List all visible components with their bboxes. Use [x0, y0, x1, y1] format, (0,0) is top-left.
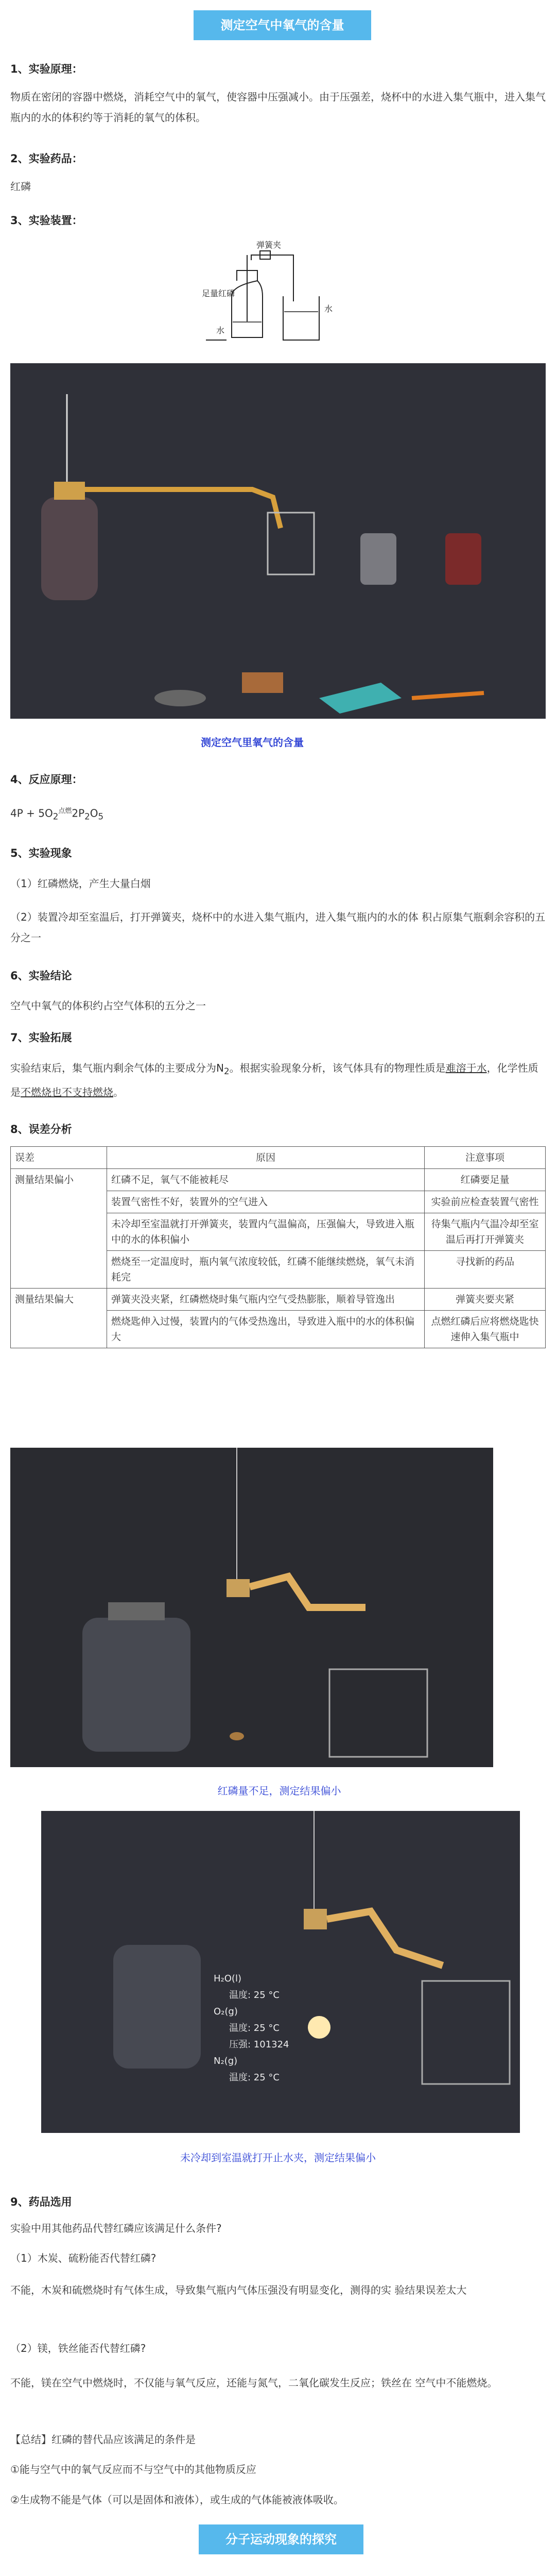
badge-text-2: 分子运动现象的探究 [225, 2532, 337, 2547]
readout-h2o: H₂O(l) [214, 1973, 241, 1984]
answer-1: 不能，木炭和硫燃烧时有气体生成，导致集气瓶内气体压强没有明显变化，测得的实 验结果误差太大 [10, 2284, 467, 2296]
readout-temp-2: 温度: 25 °C [229, 2023, 280, 2033]
table-cell: 寻找新的药品 [425, 1251, 546, 1289]
heading-extension: 7、实验拓展 [10, 1031, 72, 1044]
table-cell: 红磷要足量 [425, 1169, 546, 1191]
label-clamp: 弹簧夹 [256, 240, 282, 250]
eq-sub1: 2 [53, 811, 59, 822]
heading-apparatus: 3、实验装置： [10, 214, 83, 227]
label-water-beaker: 水 [324, 304, 333, 314]
ext-c: ，化学性质是 [10, 1062, 538, 1098]
heading-phenomenon: 5、实验现象 [10, 847, 72, 859]
table-header-row [11, 1147, 546, 1169]
reaction-equation [10, 801, 103, 827]
label-red-phosphorus: 足量红磷 [202, 289, 235, 298]
section-title-badge-2 [199, 2524, 363, 2554]
phenomenon-2: （2）装置冷却至室温后，打开弹簧夹，烧杯中的水进入集气瓶内，进入集气瓶内的水的体 积占原集气瓶剩余容积的五分之一 [10, 911, 546, 944]
error-analysis-table [10, 1146, 546, 1348]
ext-a: 实验结束后，集气瓶内剩余气体的主要成分为N [10, 1062, 224, 1074]
table-header-cell: 原因 [107, 1147, 425, 1169]
readout-temp-1: 温度: 25 °C [229, 1990, 280, 2001]
eq-lhs: 4P + 5O [10, 807, 53, 820]
table-row [11, 1289, 546, 1311]
ext-b: 。根据实验现象分析，该气体具有的物理性质是 [229, 1062, 446, 1074]
readout-temp-3: 温度: 25 °C [229, 2072, 280, 2083]
badge-text: 测定空气中氧气的含量 [220, 18, 344, 32]
gas-readout [214, 1971, 289, 2086]
table-cell: 燃烧至一定温度时，瓶内氧气浓度较低，红磷不能继续燃烧，氧气未消耗完 [107, 1251, 425, 1289]
experiment-video-panel[interactable] [10, 363, 546, 719]
ext-d: 。 [113, 1086, 124, 1098]
heading-drug: 2、实验药品： [10, 152, 83, 165]
ext-property-chemical: 不燃烧也不支持燃烧 [21, 1086, 113, 1098]
heading-reaction: 4、反应原理： [10, 773, 83, 786]
apparatus-diagram [196, 240, 360, 348]
question-1: （1）木炭、硫粉能否代替红磷? [10, 2252, 156, 2264]
heading-principle: 1、实验原理： [10, 63, 83, 75]
table-cell: 燃烧匙伸入过慢，装置内的气体受热逸出，导致进入瓶中的水的体积偏大 [107, 1311, 425, 1348]
video-panel-not-cooled[interactable] [41, 1811, 520, 2133]
table-cell: 测量结果偏大 [11, 1289, 107, 1348]
heading-error-analysis: 8、误差分析 [10, 1123, 72, 1136]
table-cell: 点燃红磷后应将燃烧匙快速伸入集气瓶中 [425, 1311, 546, 1348]
readout-n2: N₂(g) [214, 2056, 238, 2066]
video-caption: 测定空气里氧气的含量 [201, 736, 304, 749]
phenomenon-1: （1）红磷燃烧，产生大量白烟 [10, 877, 151, 890]
table-cell: 待集气瓶内气温冷却至室温后再打开弹簧夹 [425, 1213, 546, 1251]
eq-mid: O [90, 807, 98, 820]
label-water-bottle: 水 [216, 326, 225, 335]
animation-scene-1 [10, 1448, 493, 1767]
summary-point-1: ①能与空气中的氧气反应而不与空气中的其他物质反应 [10, 2463, 256, 2476]
eq-sub3: 5 [98, 811, 104, 822]
eq-sub2: 2 [84, 811, 90, 822]
answer-2: 不能，镁在空气中燃烧时，不仅能与氧气反应，还能与氮气，二氧化碳发生反应；铁丝在 空气中不能燃烧。 [10, 2377, 498, 2389]
summary-point-2: ②生成物不能是气体（可以是固体和液体），或生成的气体能被液体吸收。 [10, 2494, 344, 2506]
table-cell: 弹簧夹没夹紧，红磷燃烧时集气瓶内空气受热膨胀，顺着导管逸出 [107, 1289, 425, 1311]
table-row [11, 1169, 546, 1191]
ext-property-physical: 难溶于水 [445, 1062, 487, 1074]
apparatus-illustration [10, 363, 546, 719]
substitute-question: 实验中用其他药品代替红磷应该满足什么条件? [10, 2222, 222, 2234]
table-cell: 弹簧夹要夹紧 [425, 1289, 546, 1311]
table-cell: 红磷不足，氧气不能被耗尽 [107, 1169, 425, 1191]
principle-text: 物质在密闭的容器中燃烧，消耗空气中的氧气，使容器中压强减小。由于压强差，烧杯中的水进入集气瓶中，进入集气瓶内的水的体积约等于消耗的氧气的体积。 [10, 91, 546, 124]
table-header-cell: 误差 [11, 1147, 107, 1169]
question-2: （2）镁，铁丝能否代替红磷? [10, 2342, 146, 2354]
eq-rhs: 2P [72, 807, 85, 820]
extension-text [10, 1058, 547, 1103]
caption-not-cooled: 未冷却到室温就打开止水夹，测定结果偏小 [180, 2151, 376, 2164]
readout-pressure: 压强: 101324 [229, 2039, 289, 2050]
readout-o2: O₂(g) [214, 2006, 238, 2017]
section-title-badge [194, 10, 371, 40]
drug-text: 红磷 [10, 180, 31, 193]
conclusion-text: 空气中氧气的体积约占空气体积的五分之一 [10, 999, 206, 1012]
table-cell: 未冷却至室温就打开弹簧夹，装置内气温偏高，压强偏大，导致进入瓶中的水的体积偏小 [107, 1213, 425, 1251]
table-cell: 测量结果偏小 [11, 1169, 107, 1289]
table-cell: 装置气密性不好，装置外的空气进入 [107, 1191, 425, 1213]
table-cell: 实验前应检查装置气密性 [425, 1191, 546, 1213]
summary-heading: 【总结】红磷的替代品应该满足的条件是 [10, 2433, 196, 2446]
heading-substitute: 9、药品选用 [10, 2196, 72, 2208]
table-header-cell: 注意事项 [425, 1147, 546, 1169]
ext-sub: 2 [223, 1066, 230, 1076]
heading-conclusion: 6、实验结论 [10, 970, 72, 982]
video-panel-insufficient-phosphorus[interactable] [10, 1448, 493, 1767]
caption-insufficient-phosphorus: 红磷量不足，测定结果偏小 [217, 1785, 341, 1797]
eq-condition: 点燃 [58, 807, 72, 815]
